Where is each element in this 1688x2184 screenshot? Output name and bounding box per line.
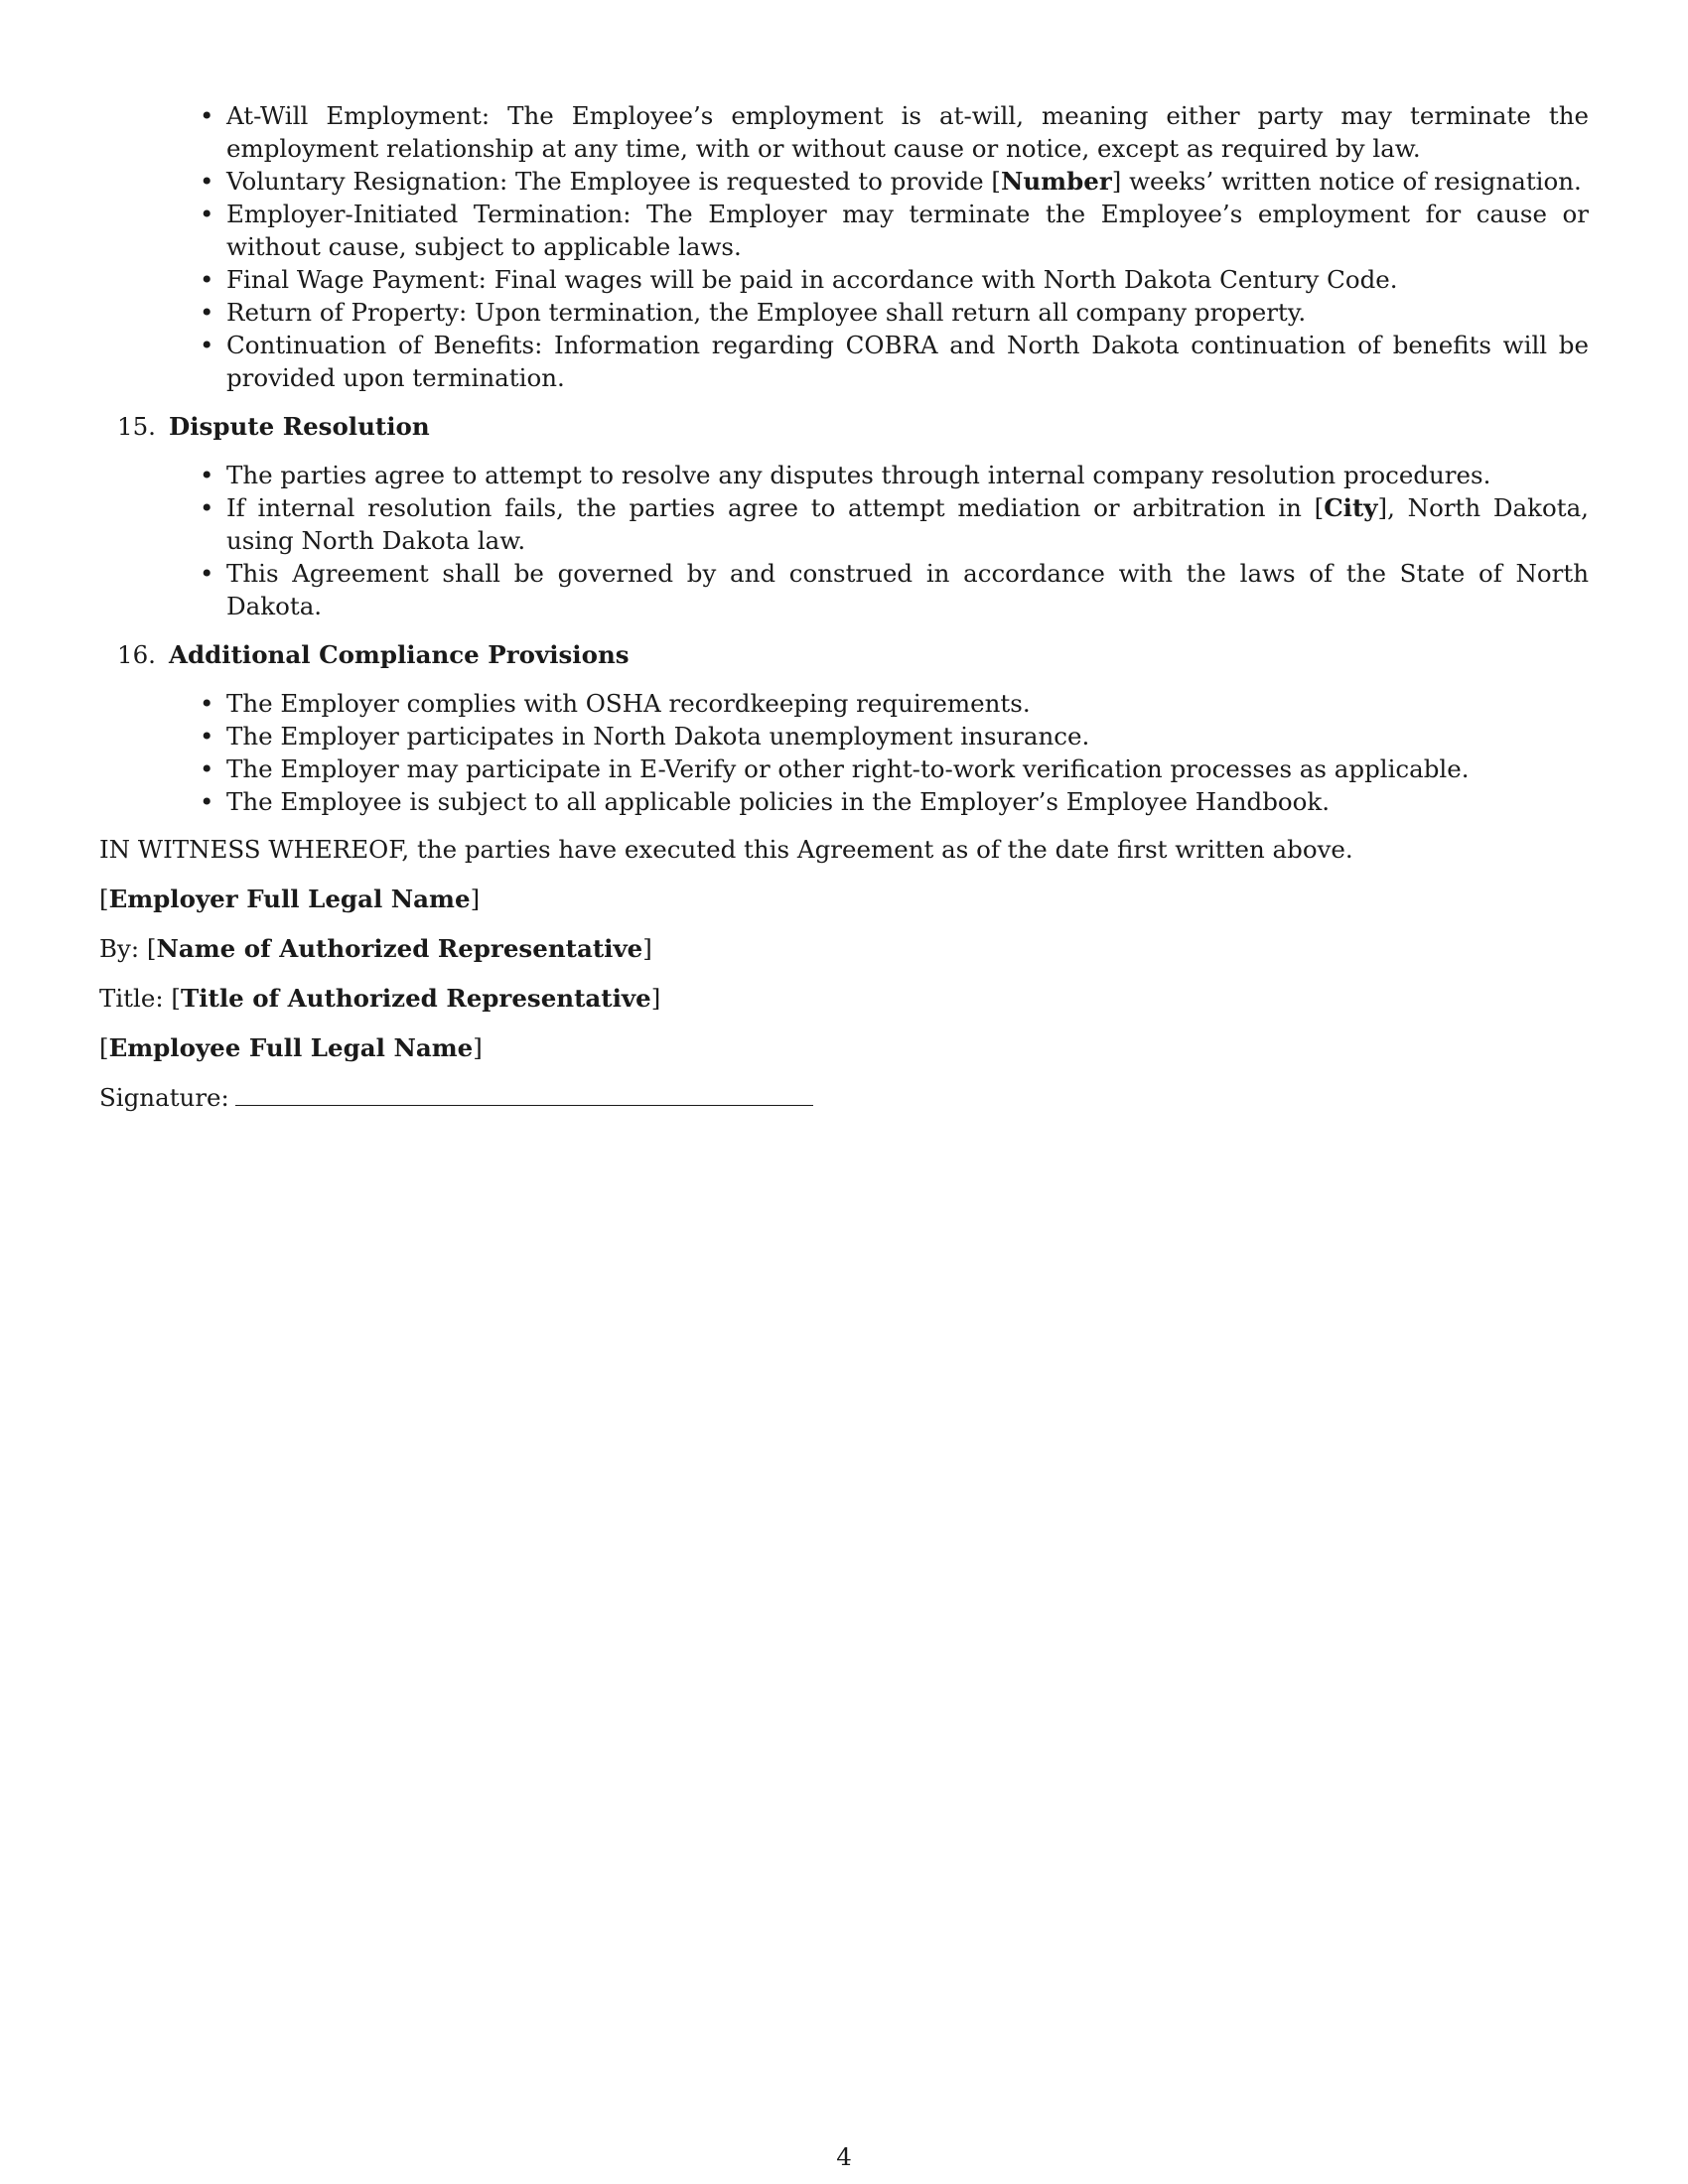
section-title: Dispute Resolution bbox=[169, 412, 430, 441]
representative-name-placeholder: Name of Authorized Representative bbox=[156, 934, 643, 963]
section-number: 16. bbox=[117, 640, 156, 669]
list-item: • This Agreement shall be governed by and construed in accordance with the laws of the State of North Dakota. bbox=[226, 557, 1589, 622]
compliance-list bbox=[226, 687, 1589, 818]
title-line: Title: [Title of Authorized Representative] bbox=[99, 984, 661, 1013]
page-number: 4 bbox=[836, 2142, 852, 2171]
list-item: • Voluntary Resignation: The Employee is requested to provide [Number] weeks’ written notice of resignation. bbox=[226, 165, 1589, 198]
employer-name-placeholder: Employer Full Legal Name bbox=[108, 885, 471, 913]
employer-name-line: [Employer Full Legal Name] bbox=[99, 885, 481, 913]
employee-name-placeholder: Employee Full Legal Name bbox=[108, 1033, 474, 1062]
list-item: • The Employer complies with OSHA recordkeeping requirements. bbox=[226, 687, 1589, 720]
list-item: • At-Will Employment: The Employee’s employment is at-will, meaning either party may terminate the employment relationship at any time, with or without cause or notice, except as required by law. bbox=[226, 99, 1589, 165]
section-number: 15. bbox=[117, 412, 156, 441]
document-page bbox=[99, 99, 1589, 1114]
section-heading-dispute-resolution bbox=[117, 410, 1589, 443]
list-item: • The Employee is subject to all applicable policies in the Employer’s Employee Handbook. bbox=[226, 785, 1589, 818]
list-item: • The parties agree to attempt to resolve any disputes through internal company resolution procedures. bbox=[226, 459, 1589, 491]
section-heading-compliance bbox=[117, 638, 1589, 671]
list-item: • Continuation of Benefits: Information regarding COBRA and North Dakota continuation of benefits will be provided upon termination. bbox=[226, 329, 1589, 394]
list-item: • Employer-Initiated Termination: The Employer may terminate the Employee’s employment for cause or without cause, subject to applicable laws. bbox=[226, 198, 1589, 263]
termination-list bbox=[226, 99, 1589, 394]
placeholder-number: Number bbox=[1000, 167, 1112, 196]
representative-title-placeholder: Title of Authorized Representative bbox=[180, 984, 651, 1013]
witness-clause: IN WITNESS WHEREOF, the parties have executed this Agreement as of the date first written above. bbox=[99, 835, 1353, 864]
list-item: • The Employer may participate in E-Verify or other right-to-work verification processes as applicable. bbox=[226, 752, 1589, 785]
employee-name-line: [Employee Full Legal Name] bbox=[99, 1033, 483, 1062]
placeholder-city: City bbox=[1324, 493, 1378, 522]
signature-line: Signature: bbox=[99, 1081, 1589, 1114]
list-item: • Return of Property: Upon termination, the Employee shall return all company property. bbox=[226, 296, 1589, 329]
list-item: • If internal resolution fails, the parties agree to attempt mediation or arbitration in [City], North Dakota, using North Dakota law. bbox=[226, 491, 1589, 557]
signature-field[interactable] bbox=[235, 1081, 813, 1106]
by-line: By: [Name of Authorized Representative] bbox=[99, 934, 652, 963]
list-item: • Final Wage Payment: Final wages will be paid in accordance with North Dakota Century Code. bbox=[226, 263, 1589, 296]
list-item: • The Employer participates in North Dakota unemployment insurance. bbox=[226, 720, 1589, 752]
section-title: Additional Compliance Provisions bbox=[169, 640, 630, 669]
dispute-resolution-list bbox=[226, 459, 1589, 622]
